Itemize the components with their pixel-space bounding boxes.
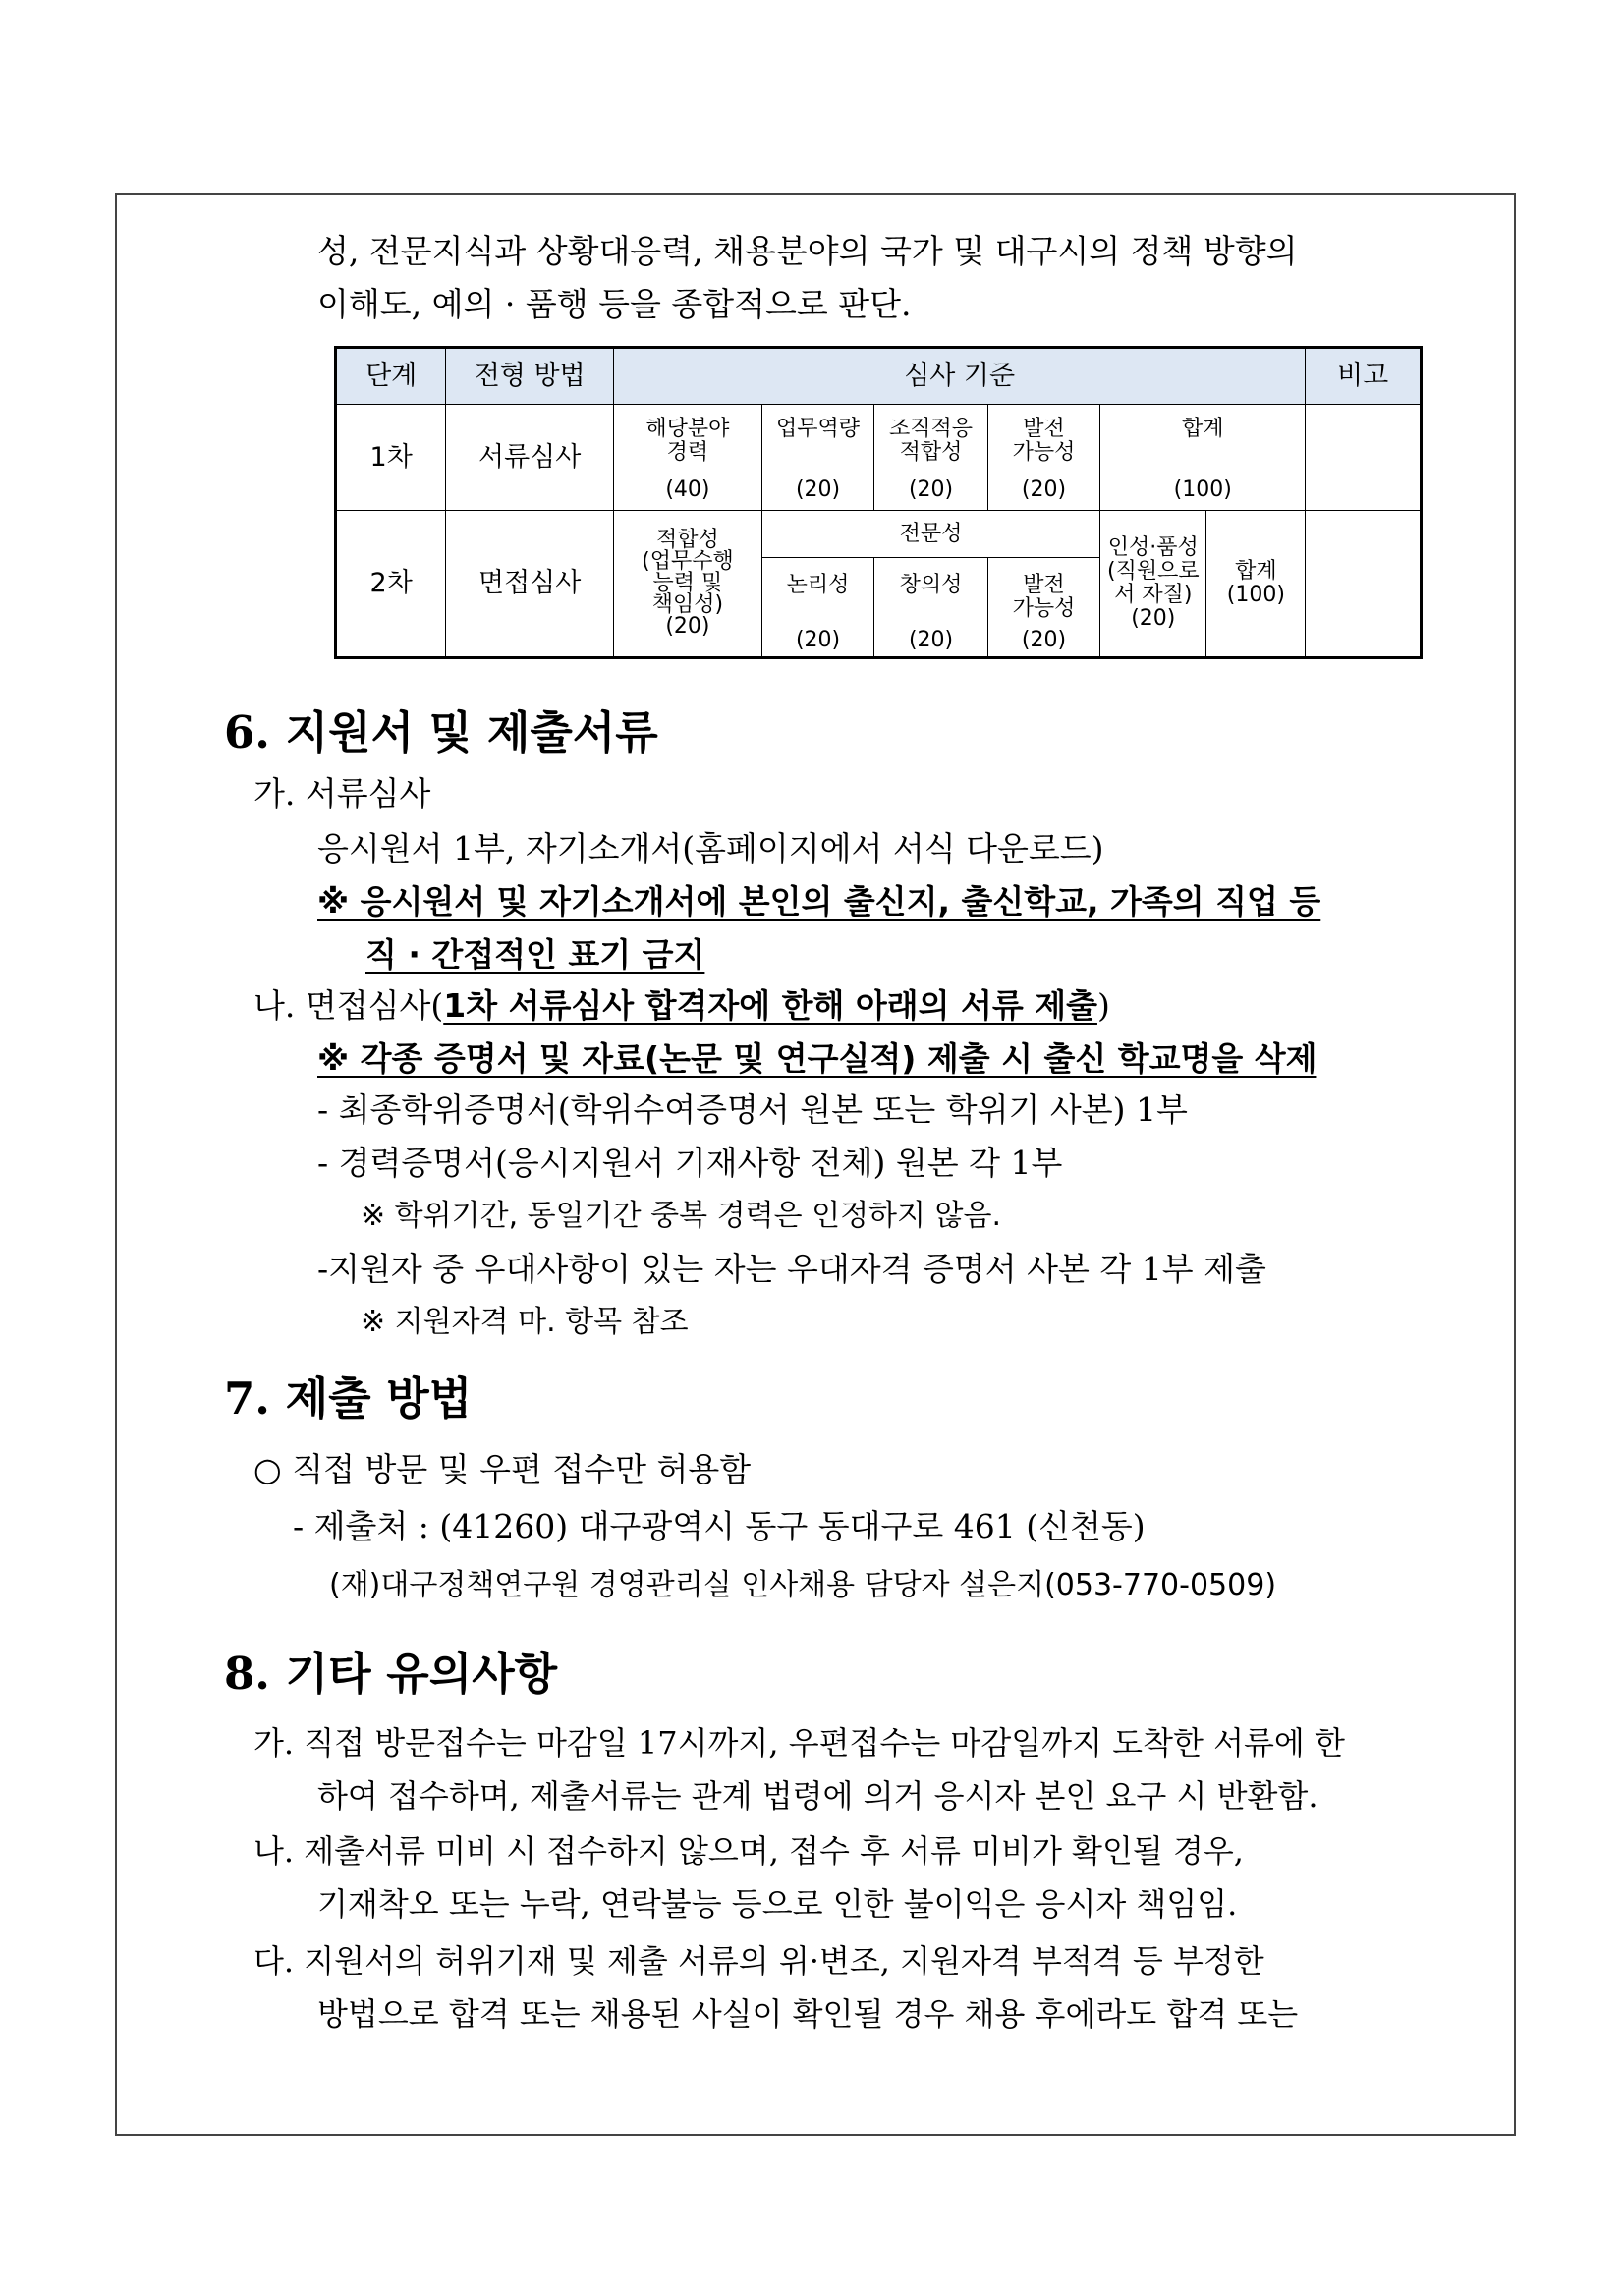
table-row-1 <box>336 405 1422 511</box>
section-6-a-body: 응시원서 1부, 자기소개서(홈페이지에서 서식 다운로드) <box>317 829 1104 868</box>
header-method: 전형 방법 <box>446 348 614 405</box>
row1-criterion-potential: 발전 가능성 (20) <box>987 405 1099 511</box>
section-6-b-item-3-note: ※ 지원자격 마. 항목 참조 <box>361 1305 689 1339</box>
section-7-item-3: (재)대구정책연구원 경영관리실 인사채용 담당자 설은지(053-770-0509) <box>329 1568 1277 1602</box>
section-6-a-title: 가. 서류심사 <box>253 774 431 812</box>
row2-criterion-potential: 발전 가능성 (20) <box>987 558 1099 658</box>
section-6-a-note-2: 직 · 간접적인 표기 금지 <box>365 935 705 974</box>
row1-stage: 1차 <box>336 405 446 511</box>
row2-criterion-fitness: 적합성 (업무수행 능력 및 책임성) (20) <box>613 511 761 658</box>
header-stage: 단계 <box>336 348 446 405</box>
section-6-title: 6. 지원서 및 제출서류 <box>224 706 658 758</box>
section-6-b-title: 나. 면접심사(1차 서류심사 합격자에 한해 아래의 서류 제출) <box>253 986 1110 1025</box>
row2-note <box>1306 511 1422 658</box>
row1-criterion-adaptability: 조직적응 적합성 (20) <box>874 405 987 511</box>
section-6-a-note-1: ※ 응시원서 및 자기소개서에 본인의 출신지, 출신학교, 가족의 직업 등 <box>317 882 1321 921</box>
section-8-b-line-1: 나. 제출서류 미비 시 접수하지 않으며, 접수 후 서류 미비가 확인될 경우, <box>253 1832 1244 1870</box>
section-6-b-item-2: - 경력증명서(응시지원서 기재사항 전체) 원본 각 1부 <box>317 1144 1063 1182</box>
section-8-c-line-1: 다. 지원서의 허위기재 및 제출 서류의 위·변조, 지원자격 부적격 등 부정한 <box>253 1942 1264 1980</box>
evaluation-table <box>334 346 1423 659</box>
row1-method: 서류심사 <box>446 405 614 511</box>
table-row-2a <box>336 511 1422 558</box>
section-8-a-line-2: 하여 접수하며, 제출서류는 관계 법령에 의거 응시자 본인 요구 시 반환함. <box>317 1777 1318 1815</box>
row1-criterion-career: 해당분야 경력 (40) <box>613 405 761 511</box>
row2-expertise-label: 전문성 <box>761 511 1099 558</box>
section-6-b-item-3: -지원자 중 우대사항이 있는 자는 우대자격 증명서 사본 각 1부 제출 <box>317 1250 1266 1288</box>
section-8-b-line-2: 기재착오 또는 누락, 연락불능 등으로 인한 불이익은 응시자 책임임. <box>317 1885 1238 1923</box>
row2-criterion-creativity: 창의성 (20) <box>874 558 987 658</box>
row1-note <box>1306 405 1422 511</box>
row2-criterion-total: 합계 (100) <box>1206 511 1306 658</box>
intro-line-2: 이해도, 예의 · 품행 등을 종합적으로 판단. <box>317 285 912 323</box>
section-7-item-2: - 제출처 : (41260) 대구광역시 동구 동대구로 461 (신천동) <box>293 1507 1146 1545</box>
row1-criterion-total: 합계 (100) <box>1100 405 1306 511</box>
section-7-item-1: ○ 직접 방문 및 우편 접수만 허용함 <box>253 1450 752 1488</box>
section-8-a-line-1: 가. 직접 방문접수는 마감일 17시까지, 우편접수는 마감일까지 도착한 서류에 한 <box>253 1724 1345 1762</box>
intro-line-1: 성, 전문지식과 상황대응력, 채용분야의 국가 및 대구시의 정책 방향의 <box>317 232 1298 270</box>
row2-stage: 2차 <box>336 511 446 658</box>
section-8-c-line-2: 방법으로 합격 또는 채용된 사실이 확인될 경우 채용 후에라도 합격 또는 <box>317 1995 1299 2033</box>
table-header-row <box>336 348 1422 405</box>
header-criteria: 심사 기준 <box>613 348 1305 405</box>
row2-criterion-logic: 논리성 (20) <box>761 558 873 658</box>
section-6-b-item-2-note: ※ 학위기간, 동일기간 중복 경력은 인정하지 않음. <box>361 1199 1002 1233</box>
section-6-b-item-1: - 최종학위증명서(학위수여증명서 원본 또는 학위기 사본) 1부 <box>317 1091 1188 1129</box>
row2-method: 면접심사 <box>446 511 614 658</box>
row1-criterion-competency: 업무역량 (20) <box>761 405 873 511</box>
row2-criterion-character: 인성·품성 (직원으로 서 자질) (20) <box>1100 511 1206 658</box>
header-note: 비고 <box>1306 348 1422 405</box>
section-6-b-note: ※ 각종 증명서 및 자료(논문 및 연구실적) 제출 시 출신 학교명을 삭제 <box>317 1039 1317 1078</box>
section-8-title: 8. 기타 유의사항 <box>224 1648 558 1700</box>
section-7-title: 7. 제출 방법 <box>224 1372 473 1425</box>
